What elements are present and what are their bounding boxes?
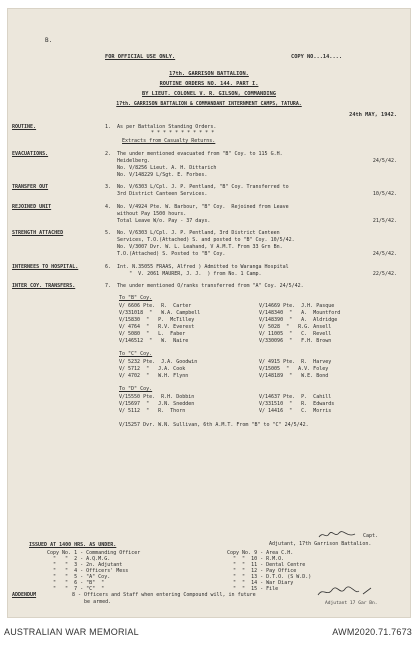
transfer-row: V/15550 Pte. R.H. Dobbin [119,394,195,400]
transfer-row: V/15697 " J.N. Snedden [119,401,195,407]
transfer-group-c: To "C" Coy. [119,351,153,357]
transfer-row: V/ 4702 " W.H. Flynn [119,373,189,379]
page-mark: B. [45,37,53,44]
strength-line-4: T.O.(Attached) S. Posted to "B" Coy. [105,251,226,257]
strength-line-1: 5. No. V/6303 L/Cpl. J. P. Pentland, 3rd District Canteen [105,230,280,236]
hospital-line-1: 6. Int. N.35055 FRAAS, Alfred ) Admitted to Waranga Hospital [105,264,289,270]
transfer-out-date: 10/5/42. [372,191,397,197]
transfer-row: V/ 6606 Pte. R. Carter [119,303,192,309]
classification: FOR OFFICIAL USE ONLY. [105,54,176,60]
distribution-item: " " 11 - Dental Centre [227,562,306,568]
addendum-text-2: be armed. [72,599,112,605]
section-label-inter-coy: INTER COY. TRANSFERS. [12,283,76,289]
transfer-row: V/ 14416 " C. Morris [259,408,332,414]
handwritten-signature [315,585,375,599]
section-text-routine: 1. As per Battalion Standing Orders. [105,124,217,130]
distribution-item: Copy No. 9 - Area C.H. [227,550,294,556]
transfer-row: V/ 5112 " R. Thorn [119,408,186,414]
transfer-row: V/148390 " A. Aldridge [259,317,338,323]
transfer-row: V/331510 " R. Edwards [259,401,335,407]
distribution-item: " " 15 - File [227,586,279,592]
transfer-row: V/14669 Pte. J.H. Pasque [259,303,335,309]
section-label-hospital: INTERNEES TO HOSPITAL. [12,264,79,270]
battalion-heading: 17th. GARRISON BATTALION. [169,71,249,77]
adjutant-stamp: Adjutant 17 Gar Bn. [325,601,378,606]
transfer-row: V/ 4915 Pte. R. Harvey [259,359,332,365]
transfer-row: V/148340 " A. Mountford [259,310,341,316]
transfer-row: V/14637 Pte. P. Cahill [259,394,332,400]
transfer-out-line-1: 3. No. V/6303 L/Cpl. J. P. Pentland, "B" Coy. Transferred to [105,184,289,190]
signature [317,530,357,540]
distribution-item: " " 5 - "A" Coy. [47,574,111,580]
distribution-item: " " 2 - A.Q.M.G. [47,556,111,562]
transfer-out-line-2: 3rd District Canteen Services. [105,191,208,197]
distribution-item: " " 6 - "B" " [47,580,105,586]
transfer-row: V/15005 " A.V. Foley [259,366,329,372]
transfer-group-b: To "B" Coy. [119,295,153,301]
rejoined-line-1: 4. No. V/4924 Pte. W. Barbour, "B" Coy. Rejoined from Leave [105,204,289,210]
section-label-rejoined: REJOINED UNIT [12,204,52,210]
hospital-date: 22/5/42. [372,271,397,277]
signature-rank: Capt. [363,533,379,539]
copy-number: COPY NO...14.... [291,54,343,60]
distribution-item: Copy No. 1 - Commanding Officer [47,550,141,556]
distribution-item: " " 10 - R.M.O. [227,556,285,562]
strength-date: 24/5/42. [372,251,397,257]
strength-line-2: Services, T.O.(Attached) S. and posted to "B" Coy. 10/5/42. [105,237,295,243]
issued-label: ISSUED AT 1400 HRS. AS UNDER. [29,542,117,548]
casualty-extracts-heading: Extracts from Casualty Returns. [122,138,216,144]
transfer-row: V/331018 " W.A. Campbell [119,310,201,316]
addendum-label: ADDENDUM [12,592,37,598]
orders-title: ROUTINE ORDERS NO. 144. PART I. [159,81,259,87]
section-label-strength: STRENGTH ATTACHED [12,230,64,236]
transfer-row: V/ 11005 " C. Revell [259,331,332,337]
evac-line-4: No. V/148229 L/Sgt. E. Forbes. [105,172,208,178]
transfer-group-d: To "D" Coy. [119,386,153,392]
unit-line: 17th. GARRISON BATTALION & COMMANDANT INTERNMENT CAMPS, TATURA. [116,101,302,107]
commander-line: BY LIEUT. COLONEL V. R. GILSON, COMMANDING [142,91,276,97]
rejoined-date: 21/5/42. [372,218,397,224]
transfer-row: V/ 5712 " J.A. Cook [119,366,186,372]
section-label-transfer-out: TRANSFER OUT [12,184,49,190]
evac-date: 24/5/42. [372,158,397,164]
transfer-note: V/15257 Dvr. W.N. Sullivan, 6th A.M.T. From "B" to "C" 24/5/42. [119,422,309,428]
distribution-item: " " 14 - War Diary [227,580,294,586]
distribution-item: " " 4 - Officers' Mess [47,568,129,574]
transfer-row: V/ 5232 Pte. J.A. Goodwin [119,359,198,365]
transfer-row: V/148189 " W.E. Bond [259,373,329,379]
inter-coy-line-1: 7. The under mentioned O/ranks transferred from "A" Coy. 24/5/42. [105,283,304,289]
distribution-item: " " 7 - "C" " [47,586,105,592]
rejoined-line-2: without Pay 1500 hours. [105,211,187,217]
evac-line-2: Heidelberg. [105,158,151,164]
footer-accession-number: AWM2020.71.7673 [332,627,412,637]
footer-institution: AUSTRALIAN WAR MEMORIAL [4,627,139,637]
strength-line-3: No. V/3007 Dvr. W. L. Leahand, V A.M.T. From 33 Grn Bn. [105,244,283,250]
transfer-row: V/ 5028 " R.G. Ansell [259,324,332,330]
distribution-item: " " 13 - D.T.O. (S W.D.) [227,574,312,580]
transfer-row: V/146512 " W. Naire [119,338,189,344]
section-label-evacuations: EVACUATIONS. [12,151,49,157]
section-label-routine: ROUTINE. [12,124,37,130]
hospital-line-2: " V. 2061 MAURER, J. J. ) from No. 1 Camp. [105,271,262,277]
transfer-row: V/15830 " P. McTilley [119,317,195,323]
transfer-row: V/ 4764 " R.V. Everest [119,324,195,330]
transfer-row: V/ 5080 " L. Faber [119,331,186,337]
document-page: B. FOR OFFICIAL USE ONLY. COPY NO...14.... 17th. GARRISON BATTALION. ROUTINE ORDERS NO. 144. PART I. BY LIEUT. COLONEL V. R. GILSON, COMMANDING 17th. GARRISON BATTALION & COMMANDANT INTERNMENT CAMPS, TATURA. 24th MAY, 1942. ROUTINE. 1. As per Battalion Standing Orders. * * * * * * * * * * * Extracts from Casualty Returns. EVACUATIONS. 2. The under mentioned evacuated from "B" Coy. to 115 G.H. Heidelberg. No. V/8256 Lieut. A. H. Dittarich No. V/148229 L/Sgt. E. Forbes. 24/5/42. TRANSFER OUT 3. No. V/6303 L/Cpl. J. P. Pentland, "B" Coy. Transferred to 3rd District Canteen Services. 10/5/42. REJOINED UNIT 4. No. V/4924 Pte. W. Barbour, "B" Coy. Rejoined from Leave without Pay 1500 hours. Total Leave W/o. Pay - 37 days. 21/5/42. STRENGTH ATTACHED 5. No. V/6303 L/Cpl. J. P. Pentland, 3rd District Canteen Services, T.O.(Attached) S. and posted to "B" Coy. 10/5/42. No. V/3007 Dvr. W. L. Leahand, V A.M.T. From 33 Grn Bn. T.O.(Attached) S. Posted to "B" Coy. 24/5/42. INTERNEES TO HOSPITAL. 6. Int. N.35055 FRAAS, Alfred ) Admitted to Waranga Hospital " V. 2061 MAURER, J. J. ) from No. 1 Camp. 22/5/42. INTER COY. TRANSFERS. 7. The under mentioned O/ranks transferred from "A" Coy. 24/5/42. To "B" Coy. V/ 6606 Pte. R. Carter V/14669 Pte. J.H. Pasque V/331018 " W.A. Campbell V/148340 " A. Mountford V/15830 " P. McTilley V/148390 " A. Aldridge V/ 4764 " R.V. Everest V/ 5028 " R.G. Ansell V/ 5080 " L. Faber V/ 11005 " C. Revell V/146512 " W. Naire V/330096 " F.H. Brown To "C" Coy. V/ 5232 Pte. J.A. Goodwin V/ 4915 Pte. R. Harvey V/ 5712 " J.A. Cook V/15005 " A.V. Foley V/ 4702 " W.H. Flynn V/148189 " W.E. Bond To "D" Coy. V/15550 Pte. R.H. Dobbin V/14637 Pte. P. Cahill V/15697 " J.N. Snedden V/331510 " R. Edwards V/ 5112 " R. Thorn V/ 14416 " C. Morris V/15257 Dvr. W.N. Sullivan, 6th A.M.T. From "B" to "C" 24/5/42. Capt. Adjutant, 17th Garrison Battalion. ISSUED AT 1400 HRS. AS UNDER. Copy No. 1 - Commanding Officer " " 2 - A.Q.M.G. " " 3 - 2n. Adjutant " " 4 - Officers' Mess " " 5 - "A" Coy. " " 6 - "B" " " " 7 - "C" " Copy No. 9 - Area C.H. " " 10 - R.M.O. " " 11 - Dental Centre " " 12 - Pay Office " " 13 - D.T.O. (S W.D.) " " 14 - War Diary " " 15 - File ADDENDUM 8 - Officers and Staff when entering Compound will, in future be armed. Adjutant 17 Gar Bn. [7,8,411,618]
addendum-text: 8 - Officers and Staff when entering Compound will, in future [72,592,256,598]
evac-line-3: No. V/8256 Lieut. A. H. Dittarich [105,165,217,171]
rejoined-line-3: Total Leave W/o. Pay - 37 days. [105,218,211,224]
distribution-item: " " 12 - Pay Office [227,568,297,574]
signature-title: Adjutant, 17th Garrison Battalion. [269,541,372,547]
evac-line-1: 2. The under mentioned evacuated from "B" Coy. to 115 G.H. [105,151,283,157]
order-date: 24th MAY, 1942. [349,112,397,118]
distribution-item: " " 3 - 2n. Adjutant [47,562,123,568]
transfer-row: V/330096 " F.H. Brown [259,338,332,344]
